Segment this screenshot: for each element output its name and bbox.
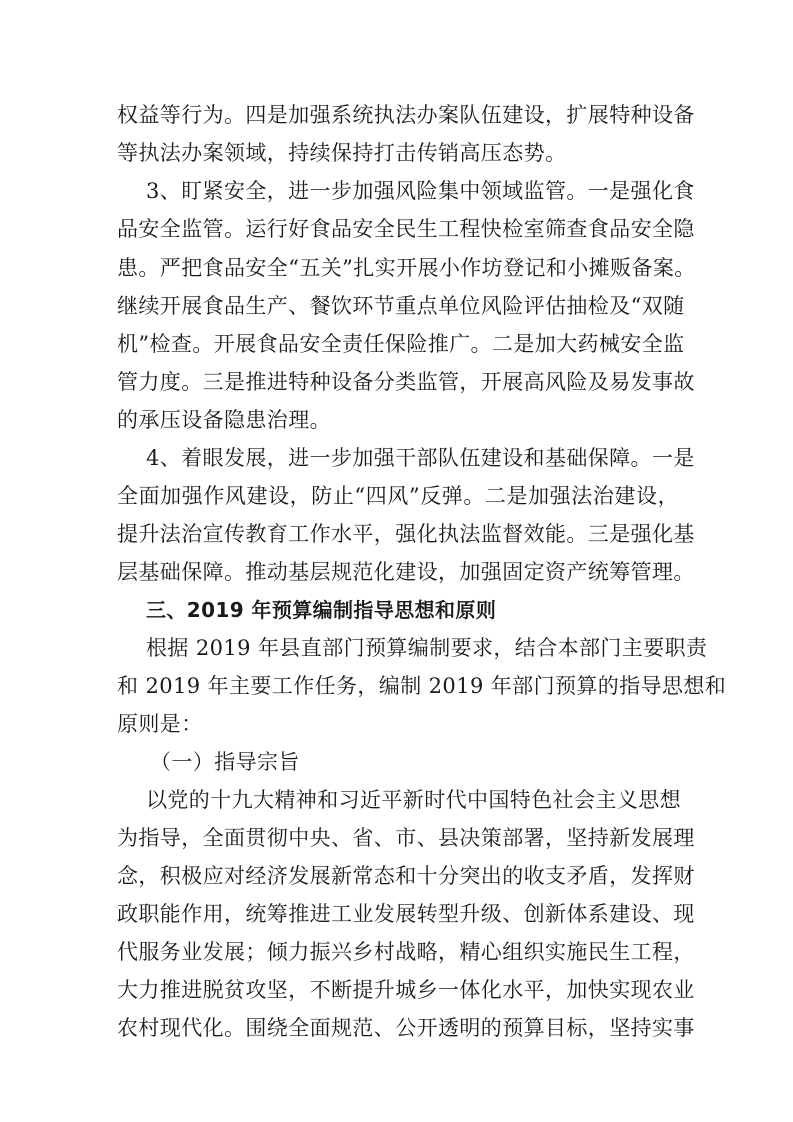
body-text-line: 的承压设备隐患治理。 [117,408,331,432]
paragraph-start: 根据 2019 年县直部门预算编制要求，结合本部门主要职责 [146,636,708,660]
subsection-heading: （一）指导宗旨 [150,750,300,774]
paragraph-4-start: 4、着眼发展，进一步加强干部队伍建设和基础保障。一是 [146,446,695,470]
body-text-line: 政职能作用，统筹推进工业发展转型升级、创新体系建设、现 [117,902,695,926]
body-text-line: 代服务业发展；倾力振兴乡村战略，精心组织实施民生工程， [117,940,695,964]
body-text-line: 全面加强作风建设，防止“四风”反弹。二是加强法治建设， [117,484,679,508]
body-text-line: 原则是： [117,712,203,736]
body-text-line: 大力推进脱贫攻坚，不断提升城乡一体化水平，加快实现农业 [117,978,695,1002]
body-text-line: 机”检查。开展食品安全责任保险推广。二是加大药械安全监 [117,332,685,356]
body-text-line: 管力度。三是推进特种设备分类监管，开展高风险及易发事故 [117,370,695,394]
body-text-line: 和 2019 年主要工作任务，编制 2019 年部门预算的指导思想和 [117,674,727,698]
body-text-line: 农村现代化。围绕全面规范、公开透明的预算目标，坚持实事 [117,1016,695,1040]
body-text-line: 等执法办案领域，持续保持打击传销高压态势。 [117,141,567,165]
body-text-line: 继续开展食品生产、餐饮环节重点单位风险评估抽检及“双随 [117,294,685,318]
paragraph-start: 以党的十九大精神和习近平新时代中国特色社会主义思想 [146,788,681,812]
body-text-line: 为指导，全面贯彻中央、省、市、县决策部署，坚持新发展理 [117,826,695,850]
body-text-line: 层基础保障。推动基层规范化建设，加强固定资产统筹管理。 [117,560,695,584]
body-text-line: 念，积极应对经济发展新常态和十分突出的收支矛盾，发挥财 [117,864,695,888]
body-text-line: 品安全监管。运行好食品安全民生工程快检室筛查食品安全隐 [117,217,695,241]
body-text-line: 提升法治宣传教育工作水平，强化执法监督效能。三是强化基 [117,522,695,546]
body-text-line: 患。严把食品安全“五关”扎实开展小作坊登记和小摊贩备案。 [117,256,696,280]
body-text-line: 权益等行为。四是加强系统执法办案队伍建设，扩展特种设备 [117,103,695,127]
paragraph-3-start: 3、盯紧安全，进一步加强风险集中领域监管。一是强化食 [146,179,695,203]
section-heading: 三、2019 年预算编制指导思想和原则 [146,598,497,622]
